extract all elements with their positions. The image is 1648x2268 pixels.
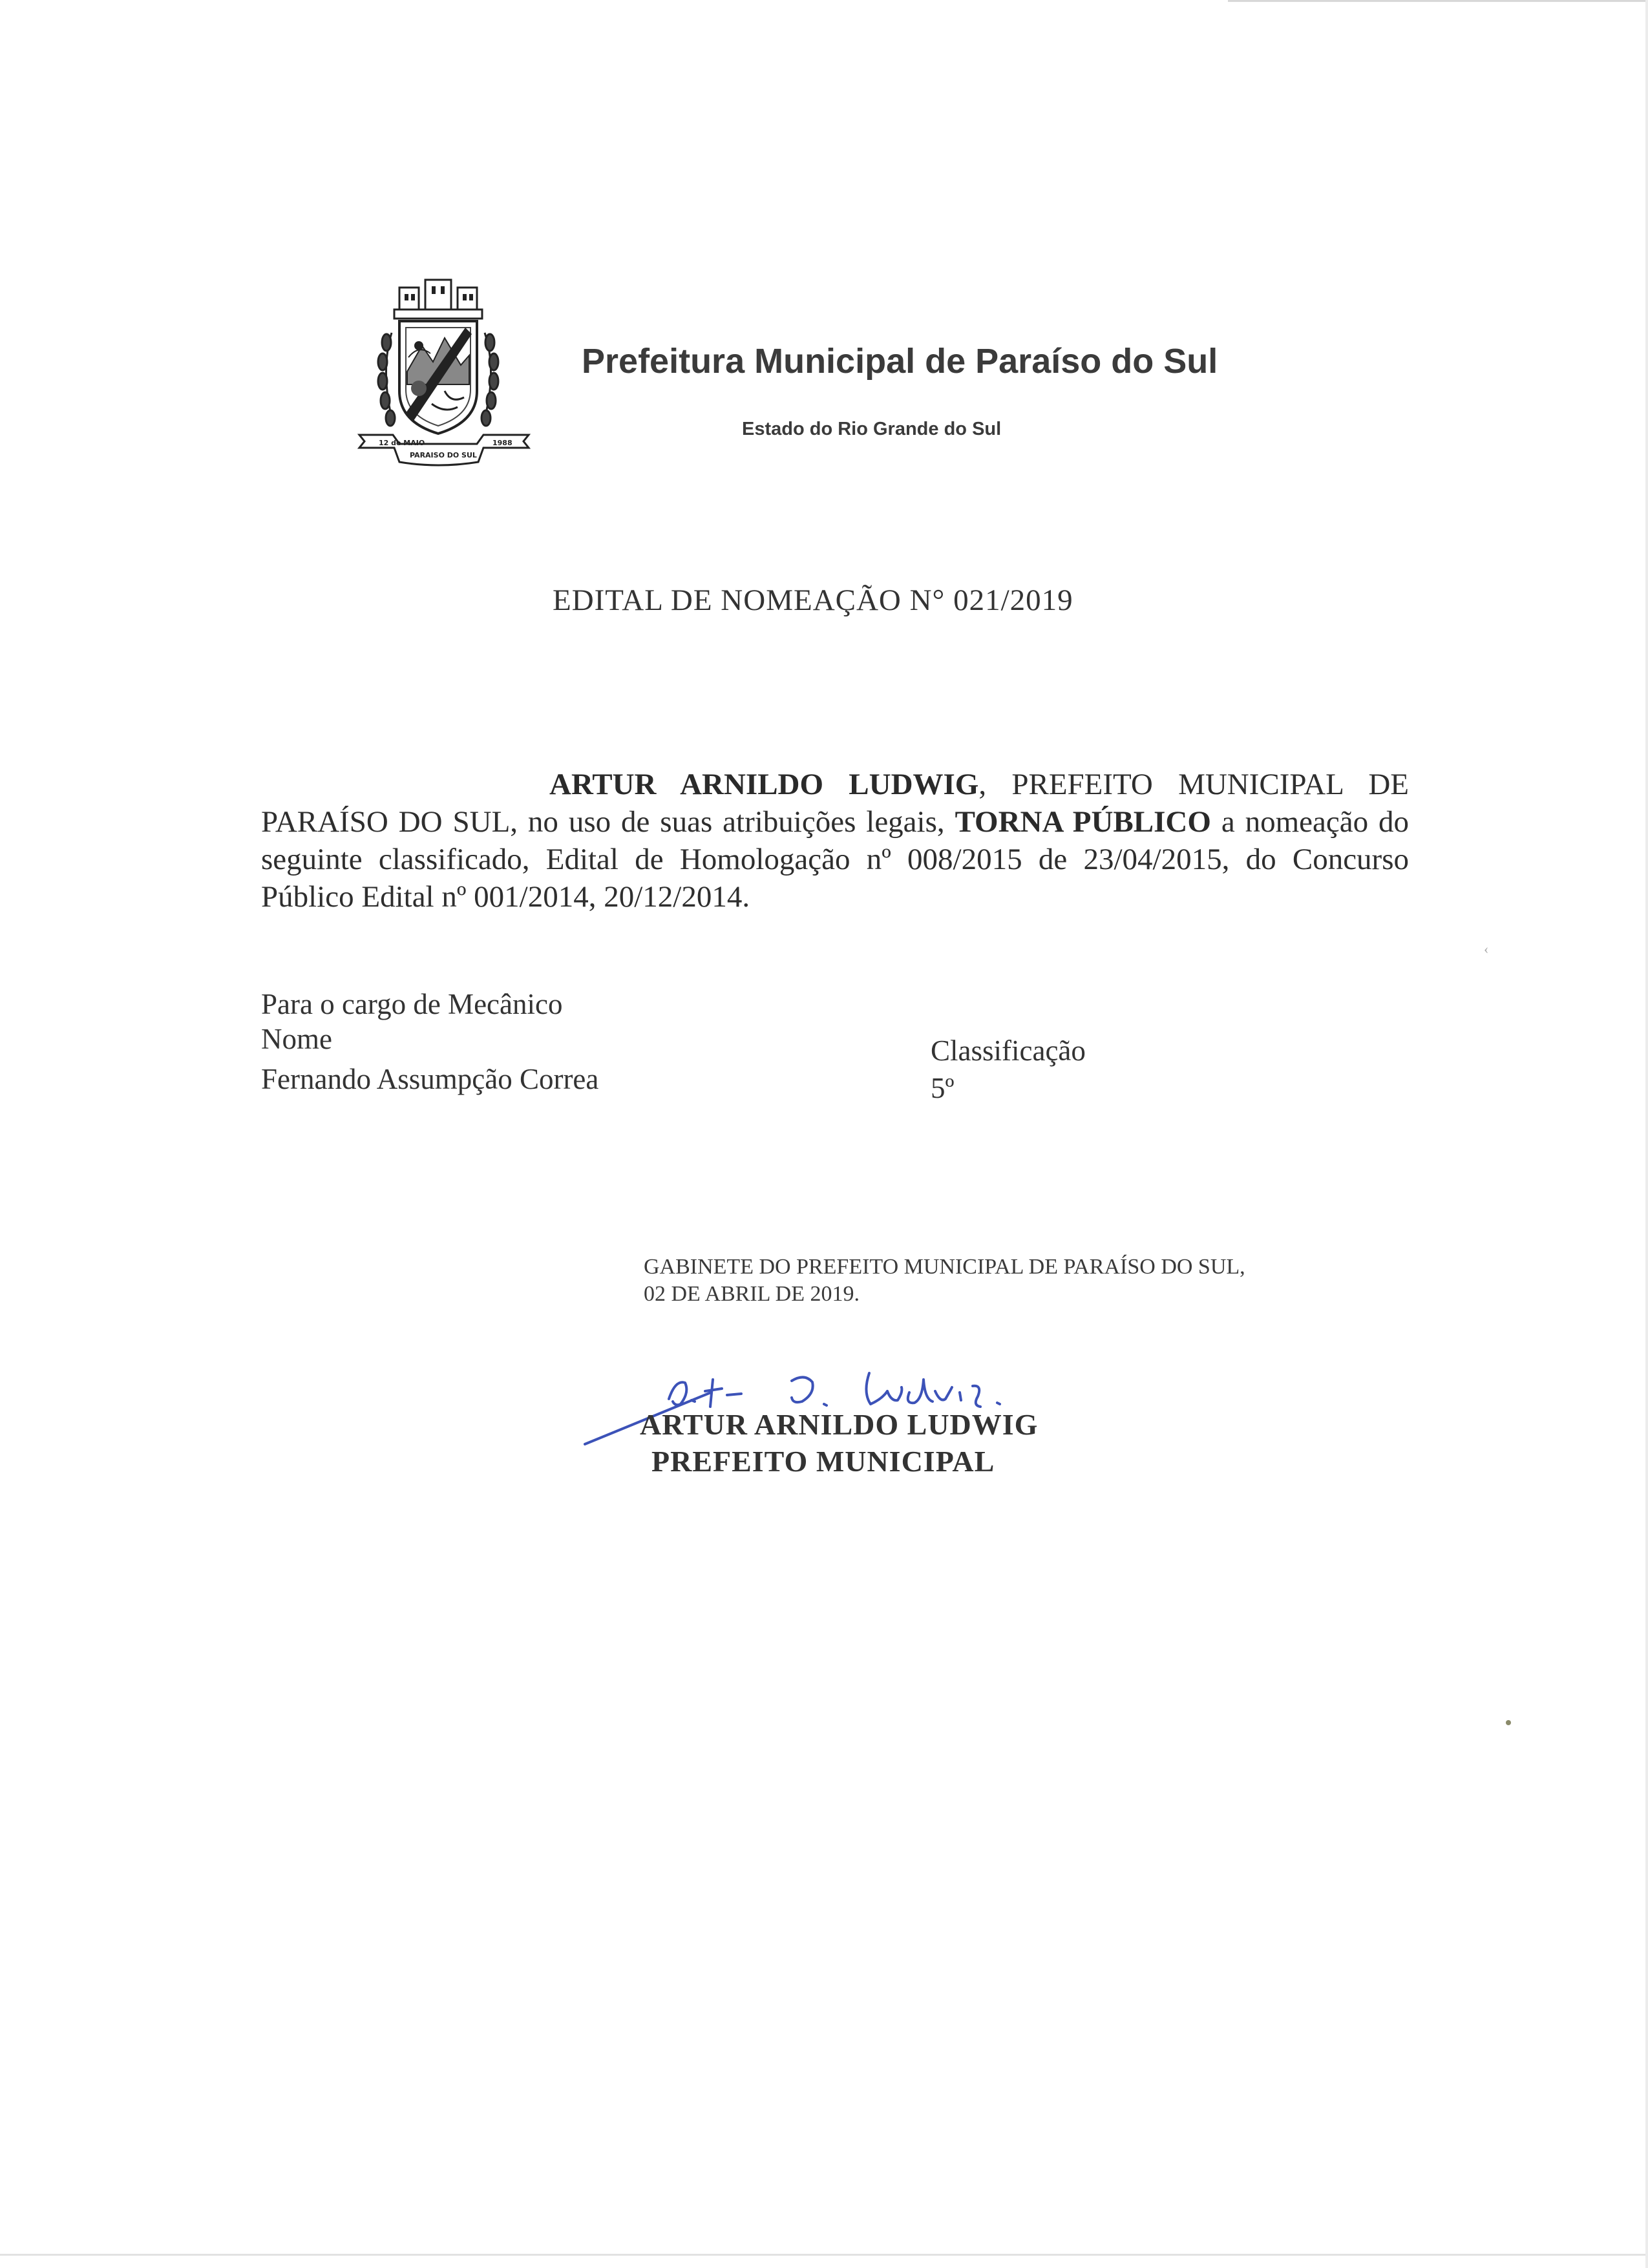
scan-speck: ‹ [1484,941,1489,957]
closing-line-1: GABINETE DO PREFEITO MUNICIPAL DE PARAÍSO DO SUL, [644,1255,1245,1279]
svg-text:PARAISO DO SUL: PARAISO DO SUL [410,451,477,459]
scan-dot [1506,1720,1511,1725]
cargo-line: Para o cargo de Mecânico [261,988,563,1020]
municipality-title: Prefeitura Municipal de Paraíso do Sul [582,342,1218,381]
torna-publico: TORNA PÚBLICO [955,805,1211,839]
coat-of-arms-logo [354,275,538,475]
closing-block [644,1254,1245,1308]
body-paragraph [261,766,1409,916]
state-subtitle: Estado do Rio Grande do Sul [742,419,1002,439]
name-column-header: Nome [261,1023,332,1055]
classification-column-header: Classificação [931,1034,1086,1067]
candidate-rank: 5º [931,1072,955,1104]
svg-text:1988: 1988 [492,439,512,447]
scan-edge-bottom [0,2254,1648,2256]
paragraph-text-2: a nomeação do seguinte classificado, Edital de Homologação nº 008/2015 de 23/04/2015, do Concurso Público Edital nº 001/2014, 20/12/2014. [261,805,1409,914]
svg-text:12 de MAIO: 12 de MAIO [379,439,425,447]
signatory-name: ARTUR ARNILDO LUDWIG [640,1408,1039,1441]
candidate-name: Fernando Assumpção Correa [261,1063,599,1095]
scan-edge-right [1645,0,1648,2268]
signatory-role: PREFEITO MUNICIPAL [651,1445,995,1478]
closing-line-2: 02 DE ABRIL DE 2019. [644,1282,860,1306]
document-title: EDITAL DE NOMEAÇÃO N° 021/2019 [553,583,1073,617]
paragraph-text-1: , PREFEITO MUNICIPAL DE PARAÍSO DO SUL, no uso de suas atribuições legais, [261,768,1409,839]
mayor-name: ARTUR ARNILDO LUDWIG [549,768,979,801]
scan-edge-top [1228,0,1648,2]
